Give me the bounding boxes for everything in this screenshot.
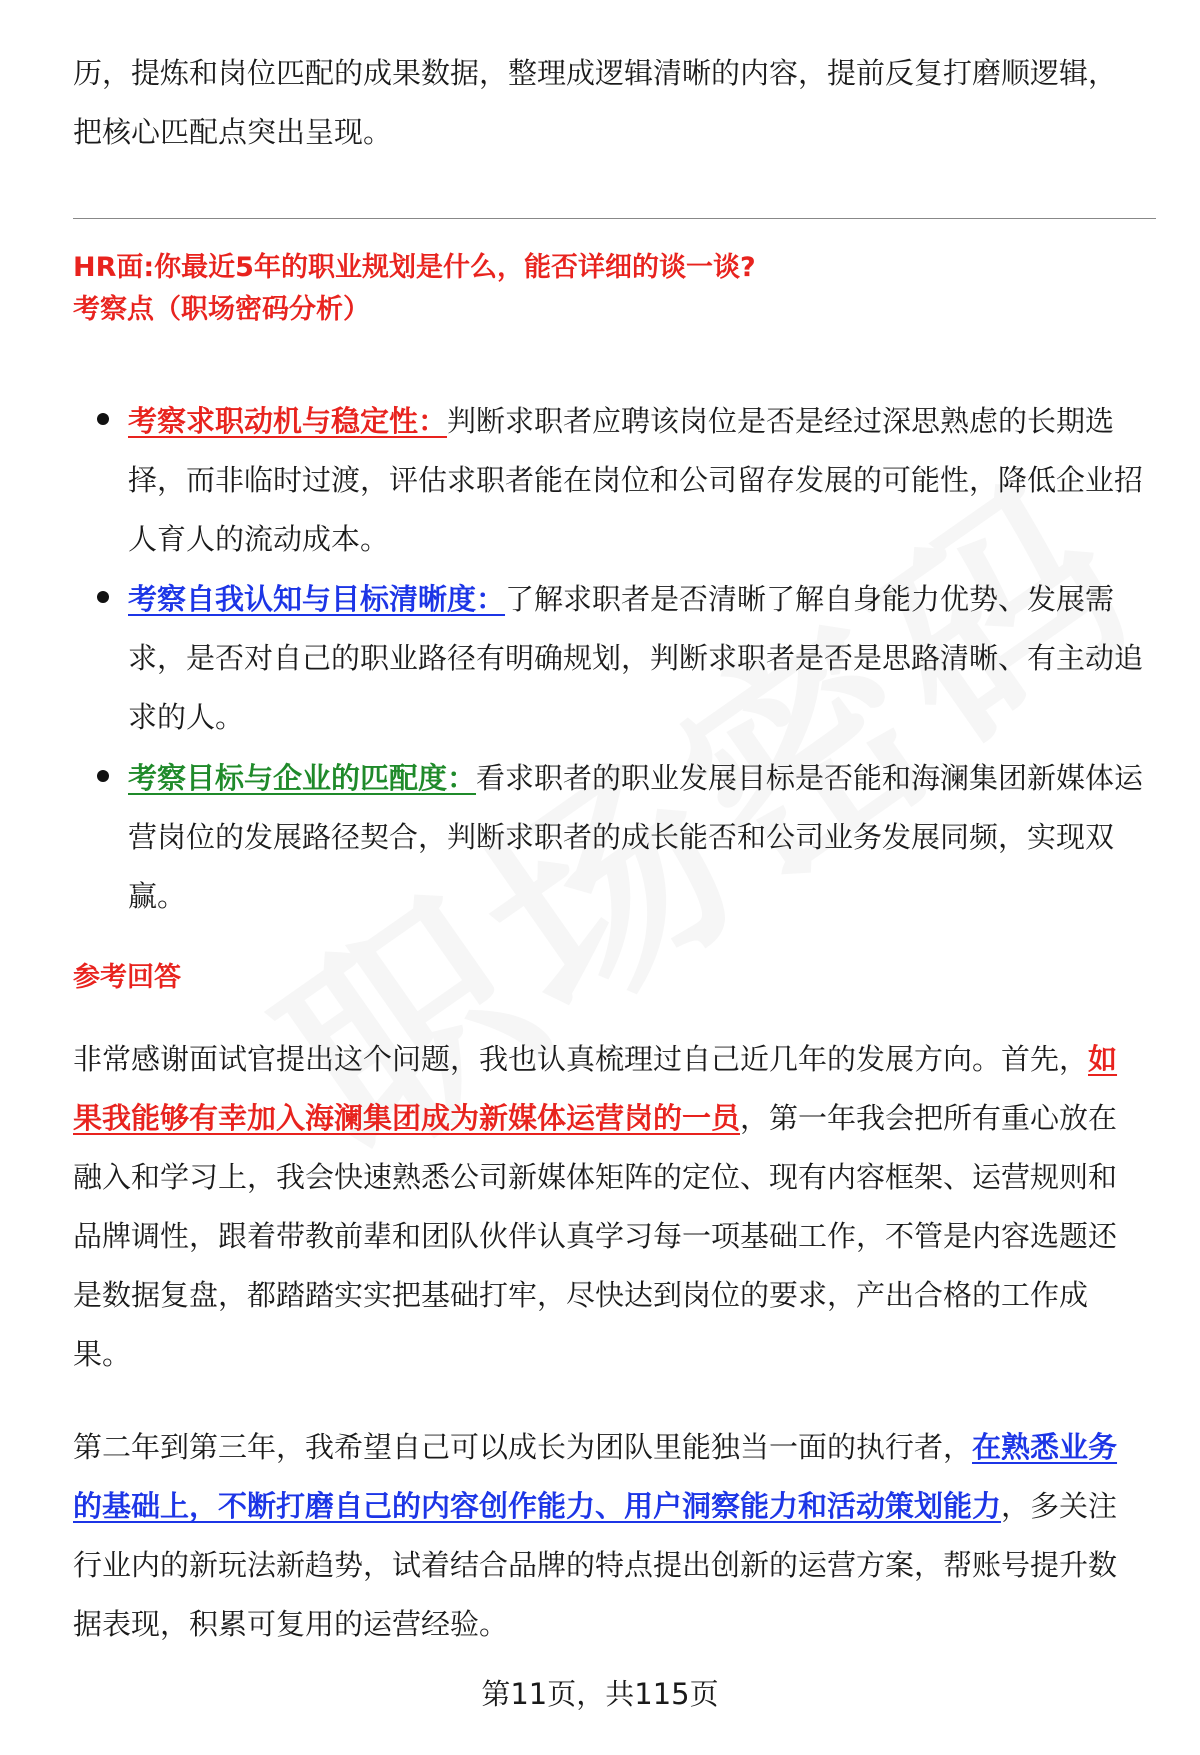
bullet-dot bbox=[97, 413, 109, 425]
question-heading: HR面:你最近5年的职业规划是什么，能否详细的谈一谈? bbox=[73, 252, 756, 283]
answer-text: ，多关注行业内的新玩法新趋势，试着结合品牌的特点提出创新的运营方案，帮账号提升数据表现，积累可复用的运营经验。 bbox=[73, 1489, 1118, 1641]
answer-paragraph-2 bbox=[73, 1418, 1143, 1654]
analysis-heading: 考察点（职场密码分析） bbox=[73, 294, 370, 325]
answer-highlight: 如果我能够有幸加入海澜集团成为新媒体运营岗的一员 bbox=[73, 1042, 1118, 1135]
bullet-dot bbox=[97, 770, 109, 782]
section-divider bbox=[73, 218, 1156, 219]
answer-heading: 参考回答 bbox=[73, 962, 181, 993]
analysis-item bbox=[128, 749, 1148, 926]
analysis-item-label: 考察求职动机与稳定性： bbox=[128, 404, 448, 438]
analysis-item-text: 了解求职者是否清晰了解自身能力优势、发展需求，是否对自己的职业路径有明确规划，判断求职者是否是思路清晰、有主动追求的人。 bbox=[128, 582, 1144, 734]
answer-text: ，第一年我会把所有重心放在融入和学习上，我会快速熟悉公司新媒体矩阵的定位、现有内容框架、运营规则和品牌调性，跟着带教前辈和团队伙伴认真学习每一项基础工作，不管是内容选题还是数据复盘，都踏踏实实把基础打牢，尽快达到岗位的要求，产出合格的工作成果。 bbox=[73, 1101, 1118, 1371]
analysis-item-label: 考察目标与企业的匹配度： bbox=[128, 761, 477, 795]
page-number: 第11页，共115页 bbox=[481, 1677, 719, 1711]
answer-text: 第二年到第三年，我希望自己可以成长为团队里能独当一面的执行者， bbox=[73, 1430, 973, 1464]
bullet-dot bbox=[97, 591, 109, 603]
analysis-item-text: 看求职者的职业发展目标是否能和海澜集团新媒体运营岗位的发展路径契合，判断求职者的成长能否和公司业务发展同频，实现双赢。 bbox=[128, 761, 1144, 913]
answer-highlight: 在熟悉业务的基础上，不断打磨自己的内容创作能力、用户洞察能力和活动策划能力 bbox=[73, 1430, 1118, 1523]
answer-text: 非常感谢面试官提出这个问题，我也认真梳理过自己近几年的发展方向。首先， bbox=[73, 1042, 1089, 1076]
answer-paragraph-1 bbox=[73, 1030, 1143, 1384]
analysis-item bbox=[128, 570, 1148, 747]
analysis-item-label: 考察自我认知与目标清晰度： bbox=[128, 582, 506, 616]
analysis-item bbox=[128, 392, 1148, 569]
intro-tail-paragraph: 历，提炼和岗位匹配的成果数据，整理成逻辑清晰的内容，提前反复打磨顺逻辑，把核心匹配点突出呈现。 bbox=[73, 56, 1118, 149]
analysis-item-text: 判断求职者应聘该岗位是否是经过深思熟虑的长期选择，而非临时过渡，评估求职者能在岗位和公司留存发展的可能性，降低企业招人育人的流动成本。 bbox=[128, 404, 1144, 556]
